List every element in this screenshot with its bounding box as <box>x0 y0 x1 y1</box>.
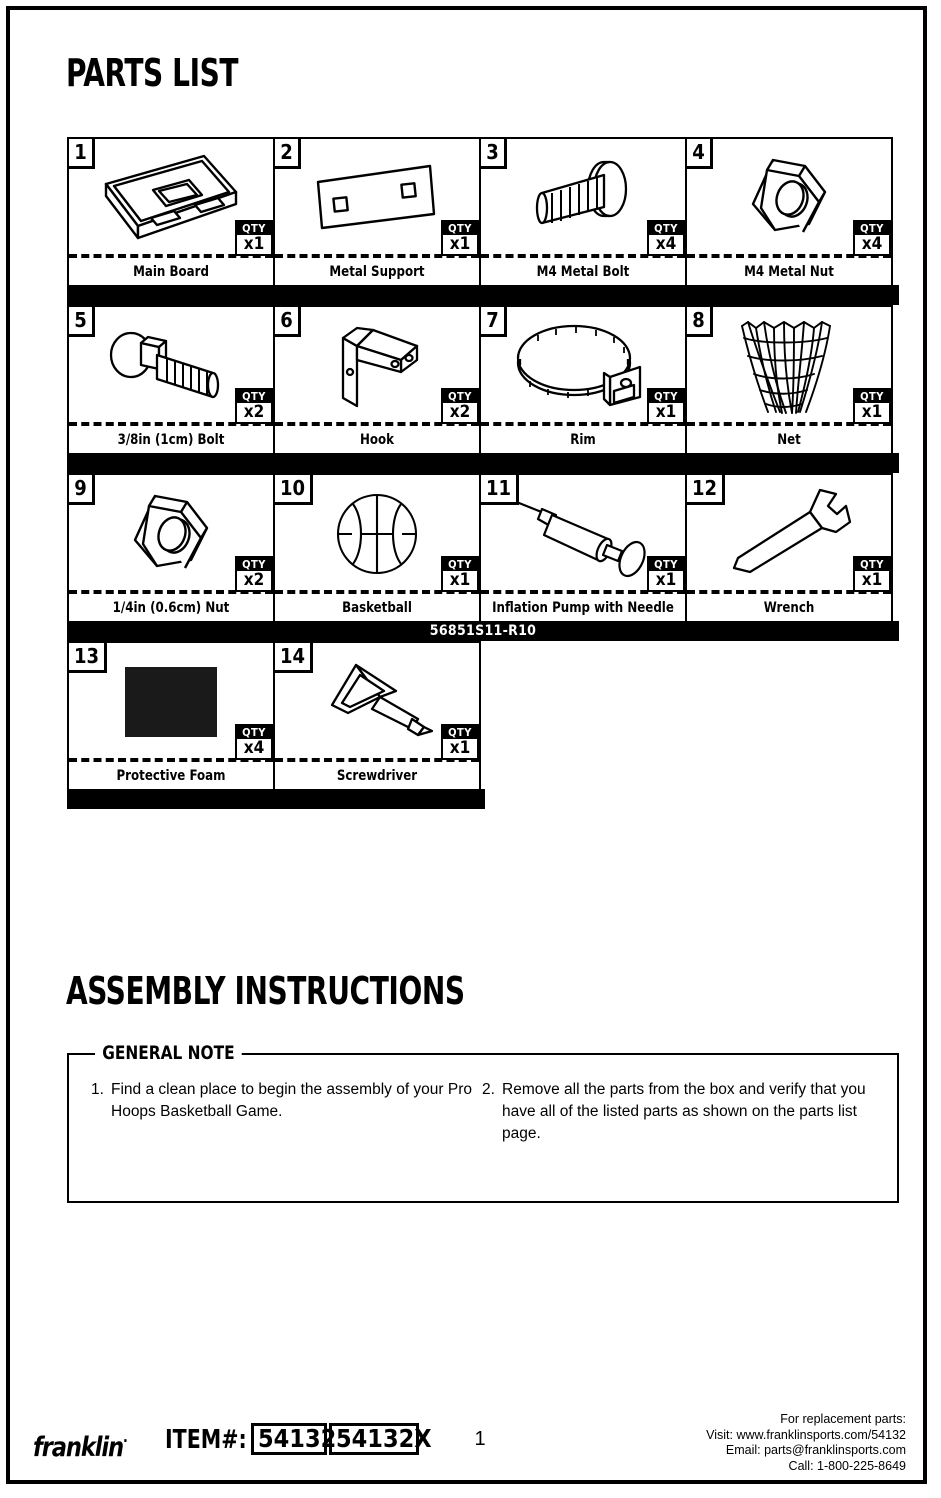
qty-header: QTY <box>855 390 889 403</box>
row-separator-bar <box>67 453 899 473</box>
part-label: Wrench <box>763 600 815 616</box>
item-number-label: ITEM#: <box>165 1425 247 1455</box>
brand-name: franklin <box>33 1432 123 1463</box>
registered-mark-icon: · <box>122 1432 127 1450</box>
qty-value: x1 <box>443 235 477 254</box>
list-item <box>69 1079 474 1145</box>
part-label: Main Board <box>133 264 209 280</box>
qty-badge <box>647 220 685 256</box>
row-separator-bar <box>67 621 899 641</box>
part-cell-6 <box>273 305 481 455</box>
note-text: Remove all the parts from the box and verify that you have all of the listed parts as shown on the parts list page. <box>502 1081 866 1142</box>
part-number-badge: 5 <box>69 307 95 337</box>
qty-badge <box>235 724 273 760</box>
part-label: Screwdriver <box>336 768 418 784</box>
parts-row <box>67 473 899 623</box>
item-number-54132: 54132 <box>251 1423 327 1455</box>
qty-value: x4 <box>855 235 889 254</box>
part-label: 1/4in (0.6cm) Nut <box>112 600 230 616</box>
model-code: 56851S11-R10 <box>429 623 537 639</box>
qty-badge <box>235 220 273 256</box>
part-cell-4 <box>685 137 893 287</box>
page-frame <box>6 6 927 1484</box>
qty-value: x4 <box>237 739 271 758</box>
qty-value: x1 <box>443 739 477 758</box>
row-separator-bar <box>67 789 485 809</box>
qty-header: QTY <box>237 726 271 739</box>
contact-line-heading: For replacement parts: <box>780 1412 906 1426</box>
part-number-badge: 2 <box>275 139 301 169</box>
part-label: Metal Support <box>329 264 425 280</box>
qty-value: x1 <box>649 571 683 590</box>
qty-value: x2 <box>237 571 271 590</box>
part-number-badge: 13 <box>69 643 107 673</box>
qty-value: x1 <box>855 571 889 590</box>
contact-line-email: Email: parts@franklinsports.com <box>725 1443 906 1457</box>
qty-badge <box>441 724 479 760</box>
row-separator-bar <box>67 285 899 305</box>
part-cell-10 <box>273 473 481 623</box>
note-number: 2. <box>482 1081 495 1098</box>
part-label: Inflation Pump with Needle <box>492 600 674 616</box>
part-number-badge: 10 <box>275 475 313 505</box>
part-cell-14 <box>273 641 481 791</box>
part-number-badge: 12 <box>687 475 725 505</box>
qty-header: QTY <box>237 222 271 235</box>
qty-header: QTY <box>649 222 683 235</box>
part-cell-12 <box>685 473 893 623</box>
qty-header: QTY <box>855 222 889 235</box>
qty-value: x2 <box>443 403 477 422</box>
qty-header: QTY <box>237 390 271 403</box>
qty-header: QTY <box>443 222 477 235</box>
qty-value: x1 <box>649 403 683 422</box>
part-number-badge: 11 <box>481 475 519 505</box>
qty-badge <box>853 388 891 424</box>
qty-header: QTY <box>649 558 683 571</box>
contact-line-website: Visit: www.franklinsports.com/54132 <box>706 1427 906 1442</box>
qty-header: QTY <box>443 726 477 739</box>
page-title-parts-list: PARTS LIST <box>66 51 239 95</box>
qty-badge <box>235 388 273 424</box>
part-cell-8 <box>685 305 893 455</box>
parts-grid <box>67 137 899 809</box>
part-cell-3 <box>479 137 687 287</box>
qty-header: QTY <box>649 390 683 403</box>
qty-header: QTY <box>237 558 271 571</box>
parts-row <box>67 137 899 287</box>
qty-value: x2 <box>237 403 271 422</box>
page-title-assembly-instructions: ASSEMBLY INSTRUCTIONS <box>66 969 465 1013</box>
part-cell-11 <box>479 473 687 623</box>
qty-value: x4 <box>649 235 683 254</box>
replacement-parts-contact <box>706 1412 906 1474</box>
qty-header: QTY <box>443 558 477 571</box>
part-number-badge: 1 <box>69 139 95 169</box>
part-number-badge: 7 <box>481 307 507 337</box>
qty-badge <box>441 388 479 424</box>
qty-value: x1 <box>237 235 271 254</box>
parts-row <box>67 305 899 455</box>
general-note-legend: GENERAL NOTE <box>95 1043 242 1063</box>
note-text: Find a clean place to begin the assembly of your Pro Hoops Basketball Game. <box>111 1081 473 1120</box>
general-note-box <box>67 1042 899 1203</box>
qty-badge <box>853 556 891 592</box>
note-number: 1. <box>91 1081 104 1098</box>
qty-badge <box>647 388 685 424</box>
franklin-logo <box>33 1428 127 1461</box>
general-note-list <box>69 1079 897 1145</box>
part-number-badge: 8 <box>687 307 713 337</box>
part-number-badge: 9 <box>69 475 95 505</box>
part-label: Basketball <box>342 600 412 616</box>
qty-value: x1 <box>855 403 889 422</box>
contact-line-phone: Call: 1-800-225-8649 <box>788 1458 906 1473</box>
part-number-badge: 3 <box>481 139 507 169</box>
part-number-badge: 4 <box>687 139 713 169</box>
page-number: 1 <box>474 1428 486 1450</box>
qty-badge <box>441 556 479 592</box>
parts-row <box>67 641 485 791</box>
part-cell-2 <box>273 137 481 287</box>
part-cell-5 <box>67 305 275 455</box>
part-label: M4 Metal Nut <box>744 264 834 280</box>
part-number-badge: 6 <box>275 307 301 337</box>
qty-value: x1 <box>443 571 477 590</box>
qty-header: QTY <box>443 390 477 403</box>
list-item <box>474 1079 894 1145</box>
qty-header: QTY <box>855 558 889 571</box>
part-number-badge: 14 <box>275 643 313 673</box>
part-label: Protective Foam <box>116 768 226 784</box>
part-label: M4 Metal Bolt <box>536 264 630 280</box>
part-label: Hook <box>359 432 395 448</box>
qty-badge <box>441 220 479 256</box>
item-number-54132X: 54132X <box>329 1423 419 1455</box>
qty-badge <box>853 220 891 256</box>
part-label: Net <box>777 432 801 448</box>
qty-badge <box>647 556 685 592</box>
part-cell-9 <box>67 473 275 623</box>
part-cell-7 <box>479 305 687 455</box>
qty-badge <box>235 556 273 592</box>
part-label: Rim <box>570 432 596 448</box>
part-cell-1 <box>67 137 275 287</box>
page-footer <box>10 1406 923 1480</box>
part-label: 3/8in (1cm) Bolt <box>117 432 225 448</box>
part-cell-13 <box>67 641 275 791</box>
